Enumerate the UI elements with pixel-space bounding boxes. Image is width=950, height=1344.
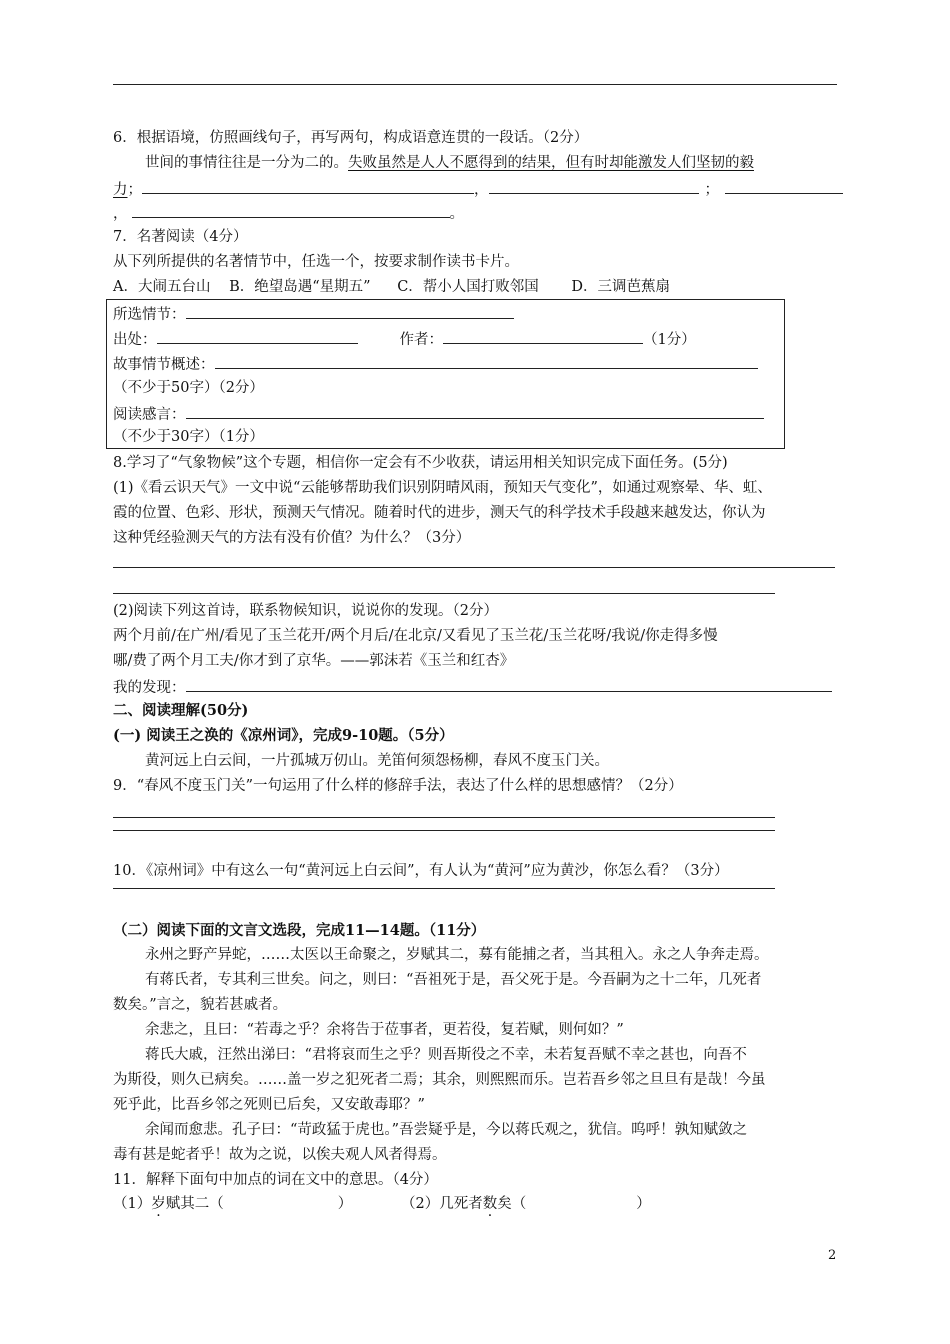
q6-answer-blank-2[interactable] [489, 178, 699, 194]
top-divider [113, 84, 837, 85]
card-author-points: （1分） [643, 332, 696, 348]
passage-line-4: 余悲之，且曰：“若毒之乎？余将告于莅事者，更若役，复若赋，则何如？” [145, 1022, 624, 1038]
q8-answer-line-2[interactable] [113, 593, 775, 594]
card-summary-note: （不少于50字）（2分） [113, 380, 264, 396]
q8-p1-line1: (1)《看云识天气》一文中说“云能够帮助我们识别阴晴风雨，预知天气变化”，如通过观察晕、华、虹、 [113, 480, 772, 496]
q8-answer-line-1[interactable] [113, 567, 835, 568]
card-reflection-label: 阅读感言： [113, 407, 186, 423]
q7-instruction: 从下列所提供的名著情节中，任选一个，按要求制作读书卡片。 [113, 254, 519, 270]
q6-underlined-text: 失败虽然是人人不愿得到的结果，但有时却能激发人们坚韧的毅 [348, 155, 754, 171]
passage-line-7: 死乎此，比吾乡邻之死则已后矣，又安敢毒耶？” [113, 1097, 425, 1113]
card-author-input[interactable] [443, 328, 643, 344]
liangzhou-poem: 黄河远上白云间，一片孤城万仞山。羌笛何须怨杨柳，春风不度玉门关。 [145, 753, 609, 769]
q7-option-c: C．帮小人国打败邻国 [397, 279, 539, 295]
q7-options [113, 277, 670, 299]
q8-p2-title: (2)阅读下列这首诗，联系物候知识，说说你的发现。（2分） [113, 603, 499, 619]
q8-finding-label: 我的发现： [113, 680, 186, 696]
q7-option-a: A．大闹五台山 [113, 279, 211, 295]
passage-line-8: 余闻而愈悲。孔子曰：“苛政猛于虎也。”吾尝疑乎是，今以蒋氏观之，犹信。呜呼！孰知赋敛之 [145, 1122, 748, 1138]
q6-comma-2: ， [113, 206, 128, 222]
q8-poem-line2: 哪/费了两个月工夫/你才到了京华。——郭沫若《玉兰和红杏》 [113, 653, 515, 669]
q10-text: 10．《凉州词》中有这么一句“黄河远上白云间”，有人认为“黄河”应为黄沙，你怎么看？（3分） [113, 863, 729, 879]
q11-items [113, 1194, 651, 1216]
card-source-input[interactable] [157, 328, 358, 344]
q8-p1-line3: 这种凭经验测天气的方法有没有价值？为什么？（3分） [113, 530, 471, 546]
card-reflection-row [113, 403, 764, 425]
card-summary-label: 故事情节概述： [113, 357, 215, 373]
card-episode-row [113, 303, 514, 325]
part1-title: (一) 阅读王之涣的《凉州词》，完成9-10题。（5分） [113, 727, 454, 744]
card-summary-row [113, 353, 758, 375]
q6-answer-blank-1[interactable] [142, 178, 474, 194]
card-reflection-input[interactable] [186, 403, 764, 419]
card-episode-input[interactable] [186, 303, 514, 319]
q11-1-close: ） [337, 1196, 353, 1212]
passage-line-2: 有蒋氏者，专其利三世矣。问之，则曰：“吾祖死于是，吾父死于是。今吾嗣为之十二年，几死者 [145, 972, 762, 988]
q6-title: 6．根据语境，仿照画线句子，再写两句，构成语意连贯的一段话。（2分） [113, 130, 589, 146]
q6-line2 [113, 178, 843, 200]
passage-line-3: 数矣。”言之，貌若甚戚者。 [113, 997, 288, 1013]
q6-line1 [145, 153, 754, 175]
q6-plain-text: 世间的事情往往是一分为二的。 [145, 155, 348, 171]
q8-p1-line2: 霞的位置、色彩、形状，预测天气情况。随着时代的进步，测天气的科学技术手段越来越发达，你认为 [113, 505, 766, 521]
q11-2-close: ） [636, 1196, 651, 1212]
card-reflection-note: （不少于30字）（1分） [113, 429, 264, 445]
q11-1-rest: 赋其二（ [165, 1196, 224, 1212]
part2-title: （二）阅读下面的文言文选段，完成11—14题。（11分） [113, 922, 486, 939]
card-author-label: 作者： [399, 332, 443, 348]
q11-1-dotted-word: 岁 [151, 1196, 166, 1212]
card-episode-label: 所选情节： [113, 307, 186, 323]
q11-text: 11．解释下面句中加点的词在文中的意思。（4分） [113, 1172, 438, 1188]
passage-line-1: 永州之野产异蛇，……太医以王命聚之，岁赋其二，募有能捕之者，当其租入。永之人争奔走焉。 [145, 947, 769, 963]
q9-answer-line-1[interactable] [113, 817, 775, 818]
q6-semicolon: ； [704, 182, 719, 198]
q6-answer-blank-3[interactable] [725, 178, 843, 194]
card-summary-input[interactable] [215, 353, 758, 369]
passage-line-5: 蒋氏大戚，汪然出涕曰：“君将哀而生之乎？则吾斯役之不幸，未若复吾赋不幸之甚也，向吾不 [145, 1047, 747, 1063]
section2-title: 二、阅读理解(50分) [113, 702, 249, 719]
card-source-label: 出处： [113, 332, 157, 348]
q11-2-prefix: （2）几死者 [408, 1196, 483, 1212]
q6-colon: ； [127, 182, 142, 198]
q6-comma: ， [474, 182, 489, 198]
q7-option-b: B．绝望岛遇“星期五” [229, 279, 371, 295]
q6-line3 [113, 202, 464, 224]
q8-finding-input[interactable] [186, 676, 832, 692]
card-source-row [113, 328, 696, 350]
q7-option-d: D．三调芭蕉扇 [571, 279, 671, 295]
passage-line-9: 毒有甚是蛇者乎！故为之说，以俟夫观人风者得焉。 [113, 1147, 447, 1163]
q11-2-dotted-word: 数 [482, 1196, 498, 1212]
q9-text: 9．“春风不度玉门关”一句运用了什么样的修辞手法，表达了什么样的思想感情？（2分） [113, 778, 683, 794]
q11-1-prefix: （1） [113, 1196, 152, 1212]
q6-underlined-end: 力 [113, 182, 128, 198]
q8-finding-row [113, 676, 832, 698]
passage-line-6: 为斯役，则久已病矣。……盖一岁之犯死者二焉；其余，则熙熙而乐。岂若吾乡邻之旦旦有是哉！今虽 [113, 1072, 766, 1088]
q9-answer-line-2[interactable] [113, 830, 775, 831]
q6-period: 。 [449, 206, 464, 222]
q10-answer-line[interactable] [113, 888, 775, 889]
q11-2-rest: 矣（ [497, 1196, 527, 1212]
page-number: 2 [828, 1248, 837, 1263]
q8-title: 8.学习了“气象物候”这个专题，相信你一定会有不少收获，请运用相关知识完成下面任务。(5分) [113, 455, 728, 471]
q7-title: 7．名著阅读（4分） [113, 229, 248, 245]
q6-answer-blank-4[interactable] [132, 202, 450, 218]
q8-poem-line1: 两个月前/在广州/看见了玉兰花开/两个月后/在北京/又看见了玉兰花/玉兰花呀/我说/你走得多慢 [113, 628, 718, 644]
